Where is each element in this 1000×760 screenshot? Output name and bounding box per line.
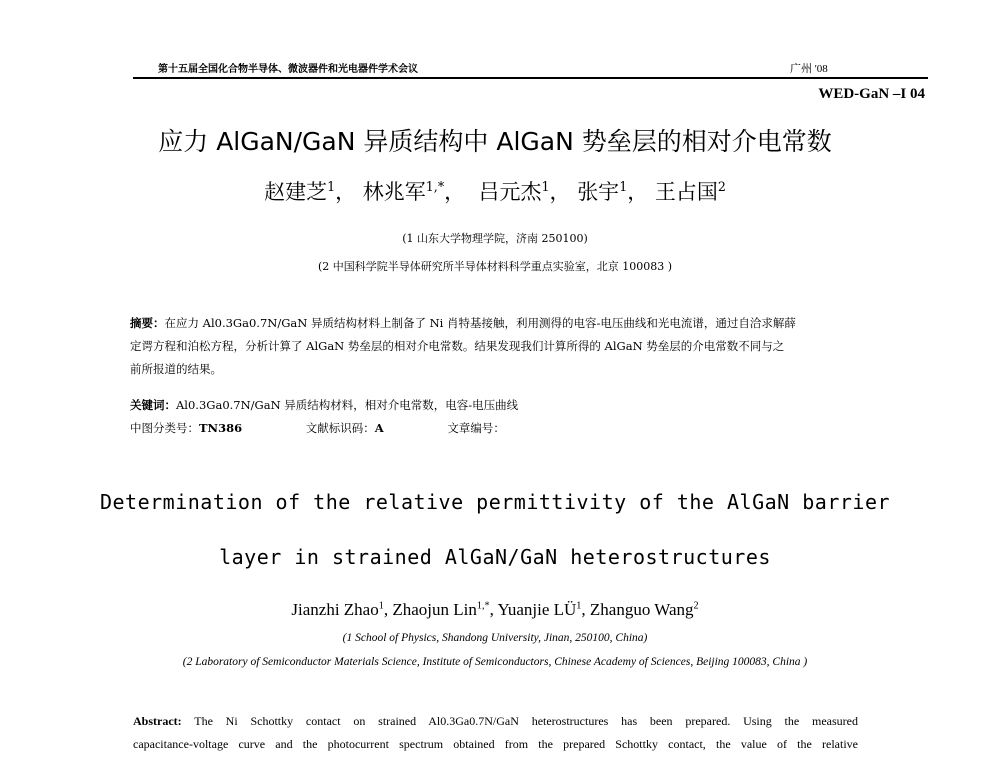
author: Zhaojun Lin <box>392 600 477 619</box>
keywords-label: 关键词： <box>130 398 176 412</box>
author-sup: 1 <box>619 179 628 194</box>
en-title-line-1: Determination of the relative permittivity of the AlGaN barrier <box>99 490 891 514</box>
clc: TN386 <box>199 421 243 435</box>
author-sup: 1 <box>327 179 336 194</box>
en-authors: Jianzhi Zhao$^1$, Zhaojun Lin$^{1,*}$, Yuanjie $LÜ^1$, Zhanguo Wang$^2$ <box>291 600 699 619</box>
cn-classification <box>130 420 505 436</box>
en-abstract-line: capacitance-voltage curve and the photocurrent spectrum obtained from the prepared Schottky contact, the value of the relative <box>133 737 858 751</box>
en-affiliation-1: (1 School of Physics, Shandong University, Jinan, 250100, China) <box>342 632 648 644</box>
text: 在应力 Al0.3Ga0.7N/GaN 异质结构材料上制备了 Ni 肖特基接触，利用测得的电容-电压曲线和光电流谱，通过自洽求解薛 <box>164 316 796 330</box>
author: 张宇 <box>577 180 620 204</box>
city-year: 广州 '08 <box>790 63 828 75</box>
cn-affiliation-1: (1 山东大学物理学院，济南 250100) <box>402 232 588 245</box>
en-affiliation-2: (2 Laboratory of Semiconductor Materials Science, Institute of Semiconductors, Chinese Academy of Sciences, Beijing 100083, China ) <box>182 656 808 668</box>
cn-abstract-line: 定谔方程和泊松方程，分析计算了 AlGaN 势垒层的相对介电常数。结果发现我们计算所得的 AlGaN 势垒层的介电常数不同与之 <box>130 339 785 353</box>
clc-label: 中图分类号： <box>130 421 199 435</box>
article-no-label: 文章编号： <box>447 421 505 435</box>
author-sup: 1,* <box>425 179 445 194</box>
author: Zhanguo Wang <box>589 600 694 619</box>
author-sup: 1 <box>576 600 582 612</box>
doc-code-label: 文献标识码： <box>305 421 375 435</box>
header-rule <box>133 77 928 79</box>
doc-code: A <box>374 421 384 435</box>
cn-abstract-line: 前所报道的结果。 <box>130 362 222 376</box>
author-sup: 1,* <box>476 600 490 612</box>
abstract-label: Abstract: <box>133 714 182 728</box>
en-title-line-2: layer in strained AlGaN/GaN heterostructures <box>219 545 771 569</box>
author-sup: 2 <box>717 179 726 194</box>
text: The Ni Schottky contact on strained Al0.3Ga0.7N/GaN heterostructures has been prepared. Using the measured <box>194 714 858 728</box>
author: Jianzhi Zhao <box>291 600 379 619</box>
author: Yuanjie LÜ <box>497 600 577 619</box>
author-sup: 1 <box>541 179 550 194</box>
abstract-label: 摘要： <box>130 316 165 330</box>
cn-keywords <box>130 397 518 413</box>
conference-header: 第十五届全国化合物半导体、微波器件和光电器件学术会议 <box>158 64 418 75</box>
cn-affiliation-2: (2 中国科学院半导体研究所半导体材料科学重点实验室，北京 100083 ) <box>317 260 673 273</box>
author: 王占国 <box>654 180 718 204</box>
author-sup: 1 <box>378 600 384 612</box>
cn-title: 应力 AlGaN/GaN 异质结构中 AlGaN 势垒层的相对介电常数 <box>158 127 832 156</box>
keywords: Al0.3Ga0.7N/GaN 异质结构材料，相对介电常数，电容-电压曲线 <box>176 398 519 412</box>
cn-abstract-line <box>130 315 796 331</box>
author: 赵建芝 <box>264 180 328 204</box>
author-sup: 2 <box>693 600 699 612</box>
paper-code: WED-GaN –I 04 <box>818 86 925 102</box>
author: 林兆军 <box>362 180 426 204</box>
cn-authors: 赵建芝$^1$， 林兆军$^{1,*}$， 吕元杰$^1$， 张宇$^1$， 王占国$^2$ <box>264 179 726 204</box>
en-abstract-line <box>133 714 858 729</box>
author: 吕元杰 <box>478 180 542 204</box>
